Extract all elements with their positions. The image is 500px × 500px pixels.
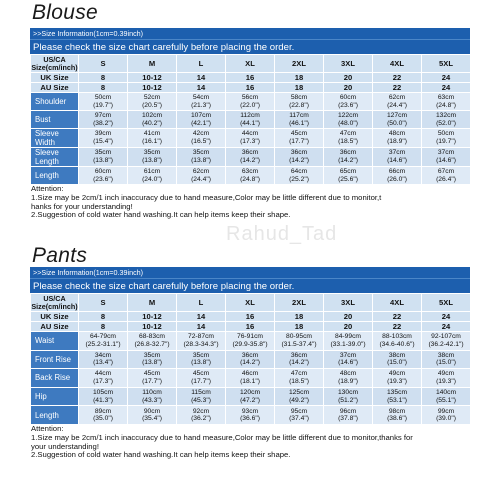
size-cell: 34cm (13.4")	[79, 350, 128, 369]
size-cell: 64-79cm (25.2-31.1")	[79, 332, 128, 351]
size-cell: 37cm (14.6")	[324, 350, 373, 369]
pants-row-back-rise	[31, 369, 471, 388]
size-cell: 66cm (26.0")	[373, 167, 422, 185]
size-cell: 36cm (14.2")	[226, 148, 275, 167]
pants-uk-size: 22	[373, 312, 422, 322]
size-cell: 48cm (18.9")	[373, 129, 422, 148]
size-cell: 110cm (43.3")	[128, 387, 177, 406]
size-cell: 45cm (17.7")	[177, 369, 226, 388]
blouse-row-length	[31, 167, 471, 185]
blouse-us-size: 3XL	[324, 55, 373, 73]
pants-au-size: 22	[373, 322, 422, 332]
size-cell: 37cm (14.6")	[373, 148, 422, 167]
size-cell: 42cm (16.5")	[177, 129, 226, 148]
size-cell: 35cm (13.8")	[79, 148, 128, 167]
size-cell: 62cm (24.4")	[177, 167, 226, 185]
blouse-size-info: >>Size Information(1cm=0.39inch)	[30, 28, 470, 39]
size-cell: 45cm (17.7")	[128, 369, 177, 388]
blouse-au-size: 22	[373, 83, 422, 93]
attention-line: 1.Size may be 2cm/1 inch inaccuracy due to hand measure,Color may be little different due to monitor,thanks for	[31, 433, 413, 442]
pants-uk-size: 16	[226, 312, 275, 322]
size-cell: 35cm (13.8")	[177, 148, 226, 167]
size-cell: 35cm (13.8")	[128, 350, 177, 369]
size-cell: 72-87cm (28.3-34.3")	[177, 332, 226, 351]
size-cell: 52cm (20.5")	[128, 93, 177, 111]
blouse-row-sleeve-width	[31, 129, 471, 148]
size-cell: 61cm (24.0")	[128, 167, 177, 185]
blouse-au-size: 24	[422, 83, 471, 93]
row-label: Sleeve Width	[31, 129, 79, 148]
pants-us-size: 5XL	[422, 294, 471, 312]
blouse-au-size: 20	[324, 83, 373, 93]
pants-au-size-label: AU Size	[31, 322, 79, 332]
size-cell: 46cm (18.1")	[226, 369, 275, 388]
blouse-row-shoulder	[31, 93, 471, 111]
size-cell: 68-83cm (26.8-32.7")	[128, 332, 177, 351]
size-cell: 60cm (23.6")	[79, 167, 128, 185]
pants-au-size: 20	[324, 322, 373, 332]
blouse-au-size: 10-12	[128, 83, 177, 93]
size-cell: 92-107cm (36.2-42.1")	[422, 332, 471, 351]
size-cell: 107cm (42.1")	[177, 111, 226, 129]
blouse-attention	[30, 185, 470, 220]
pants-us-size: 3XL	[324, 294, 373, 312]
size-cell: 65cm (25.6")	[324, 167, 373, 185]
pants-uk-size-row	[31, 312, 471, 322]
size-cell: 37cm (14.6")	[422, 148, 471, 167]
size-cell: 92cm (36.2")	[177, 406, 226, 425]
row-label: Waist	[31, 332, 79, 351]
size-cell: 44cm (17.3")	[79, 369, 128, 388]
size-cell: 54cm (21.3")	[177, 93, 226, 111]
blouse-uk-size: 18	[275, 73, 324, 83]
pants-uk-size: 20	[324, 312, 373, 322]
size-cell: 35cm (13.8")	[177, 350, 226, 369]
pants-attention	[30, 425, 470, 460]
size-cell: 47cm (18.5")	[275, 369, 324, 388]
pants-us-size: M	[128, 294, 177, 312]
blouse-uk-size: 8	[79, 73, 128, 83]
size-cell: 50cm (19.7")	[79, 93, 128, 111]
size-cell: 122cm (48.0")	[324, 111, 373, 129]
size-cell: 96cm (37.8")	[324, 406, 373, 425]
row-label: Back Rise	[31, 369, 79, 388]
blouse-uk-size: 24	[422, 73, 471, 83]
pants-us-size-label: US/CA Size(cm/inch)	[31, 293, 78, 311]
size-cell: 67cm (26.4")	[422, 167, 471, 185]
blouse-us-size: XL	[226, 55, 275, 73]
pants-au-size: 16	[226, 322, 275, 332]
size-cell: 44cm (17.3")	[226, 129, 275, 148]
size-cell: 125cm (49.2")	[275, 387, 324, 406]
blouse-us-size: 5XL	[422, 55, 471, 73]
pants-uk-size: 8	[79, 312, 128, 322]
size-cell: 120cm (47.2")	[226, 387, 275, 406]
blouse-us-size: S	[79, 55, 128, 73]
blouse-row-bust	[31, 111, 471, 129]
size-cell: 135cm (53.1")	[373, 387, 422, 406]
size-cell: 38cm (15.0")	[422, 350, 471, 369]
row-label: Length	[31, 406, 79, 425]
size-cell: 89cm (35.0")	[79, 406, 128, 425]
size-cell: 36cm (14.2")	[324, 148, 373, 167]
size-cell: 76-91cm (29.9-35.8")	[226, 332, 275, 351]
size-cell: 97cm (38.2")	[79, 111, 128, 129]
size-cell: 140cm (55.1")	[422, 387, 471, 406]
attention-line: 2.Suggestion of cold water hand washing.It can help items keep their shape.	[31, 451, 291, 460]
blouse-notice: Please check the size chart carefully before placing the order.	[30, 39, 470, 54]
blouse-au-size-row	[31, 83, 471, 93]
blouse-au-size: 8	[79, 83, 128, 93]
attention-line: hanks for your understanding!	[31, 202, 133, 211]
blouse-au-size: 18	[275, 83, 324, 93]
pants-au-size: 8	[79, 322, 128, 332]
blouse-title: Blouse	[32, 1, 99, 24]
blouse-au-size-label: AU Size	[31, 83, 79, 93]
blouse-section	[30, 0, 470, 220]
row-label: Shoulder	[31, 93, 79, 111]
size-cell: 127cm (50.0")	[373, 111, 422, 129]
size-cell: 60cm (23.6")	[324, 93, 373, 111]
pants-us-size: S	[79, 294, 128, 312]
blouse-au-size: 16	[226, 83, 275, 93]
blouse-uk-size: 10-12	[128, 73, 177, 83]
attention-heading: Attention:	[31, 424, 64, 433]
blouse-uk-size-label: UK Size	[31, 73, 79, 83]
blouse-size-table	[30, 54, 471, 185]
pants-au-size: 14	[177, 322, 226, 332]
row-label: Length	[31, 167, 79, 185]
blouse-uk-size: 14	[177, 73, 226, 83]
size-cell: 105cm (41.3")	[79, 387, 128, 406]
pants-us-size: L	[177, 294, 226, 312]
pants-row-hip	[31, 387, 471, 406]
size-cell: 93cm (36.6")	[226, 406, 275, 425]
size-cell: 36cm (14.2")	[275, 148, 324, 167]
pants-uk-size: 18	[275, 312, 324, 322]
size-cell: 50cm (19.7")	[422, 129, 471, 148]
size-cell: 45cm (17.7")	[275, 129, 324, 148]
pants-us-size: 2XL	[275, 294, 324, 312]
size-cell: 80-95cm (31.5-37.4")	[275, 332, 324, 351]
pants-uk-size-label: UK Size	[31, 312, 79, 322]
size-cell: 112cm (44.1")	[226, 111, 275, 129]
size-cell: 62cm (24.4")	[373, 93, 422, 111]
size-cell: 115cm (45.3")	[177, 387, 226, 406]
size-cell: 36cm (14.2")	[226, 350, 275, 369]
row-label: Sleeve Length	[31, 148, 79, 167]
pants-us-size-row	[31, 294, 471, 312]
size-cell: 49cm (19.3")	[422, 369, 471, 388]
blouse-us-size-label: US/CA Size(cm/inch)	[31, 54, 78, 72]
size-cell: 90cm (35.4")	[128, 406, 177, 425]
attention-line: 2.Suggestion of cold water hand washing.It can help items keep their shape.	[31, 211, 291, 220]
size-cell: 99cm (39.0")	[422, 406, 471, 425]
blouse-uk-size-row	[31, 73, 471, 83]
size-cell: 132cm (52.0")	[422, 111, 471, 129]
pants-section	[30, 243, 470, 460]
size-cell: 41cm (16.1")	[128, 129, 177, 148]
size-cell: 36cm (14.2")	[275, 350, 324, 369]
pants-row-waist	[31, 332, 471, 351]
blouse-us-size: M	[128, 55, 177, 73]
row-label: Bust	[31, 111, 79, 129]
blouse-au-size: 14	[177, 83, 226, 93]
size-cell: 63cm (24.8")	[422, 93, 471, 111]
blouse-row-sleeve-length	[31, 148, 471, 167]
blouse-us-size: 4XL	[373, 55, 422, 73]
pants-au-size: 24	[422, 322, 471, 332]
pants-us-size: 4XL	[373, 294, 422, 312]
size-cell: 38cm (15.0")	[373, 350, 422, 369]
pants-size-table	[30, 293, 471, 425]
size-cell: 84-99cm (33.1-39.0")	[324, 332, 373, 351]
size-cell: 64cm (25.2")	[275, 167, 324, 185]
size-cell: 58cm (22.8")	[275, 93, 324, 111]
size-cell: 117cm (46.1")	[275, 111, 324, 129]
size-cell: 47cm (18.5")	[324, 129, 373, 148]
size-cell: 88-103cm (34.6-40.6")	[373, 332, 422, 351]
attention-heading: Attention:	[31, 185, 64, 193]
blouse-uk-size: 22	[373, 73, 422, 83]
pants-size-info: >>Size Information(1cm=0.39inch)	[30, 267, 470, 278]
blouse-us-size-row	[31, 55, 471, 73]
pants-uk-size: 10-12	[128, 312, 177, 322]
size-cell: 39cm (15.4")	[79, 129, 128, 148]
size-cell: 48cm (18.9")	[324, 369, 373, 388]
pants-au-size-row	[31, 322, 471, 332]
pants-uk-size: 14	[177, 312, 226, 322]
size-cell: 98cm (38.6")	[373, 406, 422, 425]
size-cell: 49cm (19.3")	[373, 369, 422, 388]
pants-uk-size: 24	[422, 312, 471, 322]
size-cell: 63cm (24.8")	[226, 167, 275, 185]
row-label: Hip	[31, 387, 79, 406]
size-cell: 35cm (13.8")	[128, 148, 177, 167]
pants-notice: Please check the size chart carefully before placing the order.	[30, 278, 470, 293]
attention-line: 1.Size may be 2cm/1 inch inaccuracy due to hand measure,Color may be little different due to monitor,t	[31, 193, 382, 202]
pants-title: Pants	[32, 244, 88, 267]
blouse-us-size: 2XL	[275, 55, 324, 73]
row-label: Front Rise	[31, 350, 79, 369]
pants-row-front-rise	[31, 350, 471, 369]
size-cell: 102cm (40.2")	[128, 111, 177, 129]
blouse-uk-size: 20	[324, 73, 373, 83]
watermark: Rahud_Tad	[226, 223, 338, 245]
blouse-us-size: L	[177, 55, 226, 73]
size-cell: 56cm (22.0")	[226, 93, 275, 111]
blouse-uk-size: 16	[226, 73, 275, 83]
size-cell: 130cm (51.2")	[324, 387, 373, 406]
pants-au-size: 10-12	[128, 322, 177, 332]
pants-row-length	[31, 406, 471, 425]
pants-au-size: 18	[275, 322, 324, 332]
pants-us-size: XL	[226, 294, 275, 312]
attention-line: your understanding!	[31, 442, 99, 451]
size-cell: 95cm (37.4")	[275, 406, 324, 425]
